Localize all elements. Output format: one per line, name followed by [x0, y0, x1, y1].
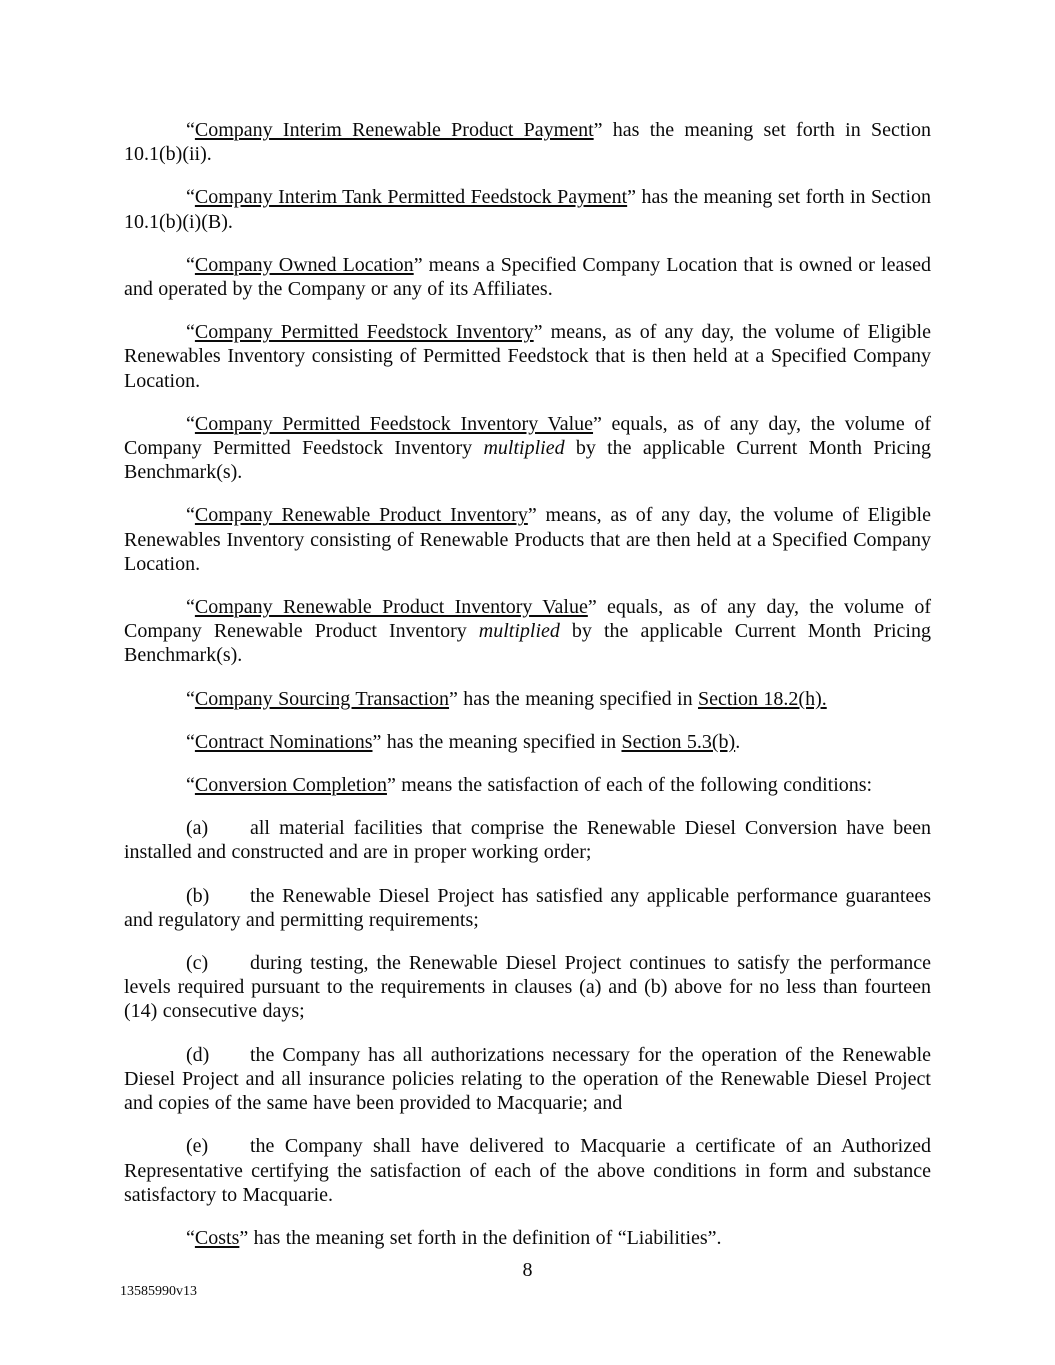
list-label: (c) [186, 952, 209, 975]
underlined-text: Company Renewable Product Inventory [194, 504, 528, 527]
text-run: . [735, 730, 741, 753]
italic-text: multiplied [483, 437, 565, 460]
definition-costs [124, 1226, 931, 1250]
underlined-text: Contract Nominations [194, 730, 373, 753]
list-label: (a) [186, 817, 209, 840]
text-run: during testing, the Renewable Diesel Project continues to satisfy the performance levels required pursuant to the requirements in clauses (a) and (b) above for no less than fourteen (14) consecutive days; [124, 952, 931, 1023]
text-run: “ [186, 687, 195, 710]
text-run: ” means, as of any day, the volume of Eligible Renewables Inventory consisting of Permitted Feedstock that is then held at a Specified Company Location. [124, 321, 931, 392]
underlined-text: Company Permitted Feedstock Inventory Value [194, 412, 594, 435]
definition-company-permitted-feedstock-inventory-value [124, 412, 931, 485]
underlined-text: Costs [194, 1226, 240, 1249]
footer-document-id: 13585990v13 [120, 1284, 197, 1299]
condition-a [124, 816, 931, 864]
text-run: “ [186, 186, 195, 209]
list-label: (e) [186, 1135, 209, 1158]
text-run: by the applicable Current Month Pricing Benchmark(s). [124, 620, 931, 667]
condition-c [124, 951, 931, 1024]
definition-company-renewable-product-inventory [124, 503, 931, 576]
text-run: ” has the meaning specified in [372, 730, 622, 753]
text-run: ” equals, as of any day, the volume of Company Permitted Feedstock Inventory [124, 412, 931, 460]
underlined-text: Company Permitted Feedstock Inventory [194, 321, 534, 344]
underlined-text: Section 5.3(b) [621, 730, 736, 753]
text-run: “ [186, 321, 195, 344]
text-run: ” has the meaning set forth in Section 10.1(b)(i)(B). [124, 186, 932, 233]
underlined-text: Company Interim Tank Permitted Feedstock Payment [194, 186, 628, 209]
text-run: ” has the meaning specified in [449, 687, 699, 710]
text-run: “ [186, 504, 195, 527]
condition-e [124, 1134, 931, 1207]
text-run: “ [186, 1226, 195, 1249]
text-run: “ [186, 596, 195, 619]
text-run: ” means a Specified Company Location that is owned or leased and operated by the Company or any of its Affiliates. [124, 253, 932, 301]
definition-contract-nominations [124, 730, 931, 754]
definition-company-owned-location [124, 253, 931, 301]
underlined-text: Section 18.2(h). [698, 687, 827, 710]
text-run: the Renewable Diesel Project has satisfied any applicable performance guarantees and regulatory and permitting requirements; [124, 884, 931, 931]
underlined-text: Company Sourcing Transaction [194, 687, 450, 710]
definition-company-renewable-product-inventory-value [124, 595, 931, 668]
text-run: “ [186, 412, 195, 435]
list-label: (b) [186, 884, 210, 907]
page-number: 8 [522, 1259, 533, 1281]
list-label: (d) [186, 1043, 210, 1066]
definition-company-sourcing-transaction [124, 687, 931, 711]
text-run: the Company has all authorizations necessary for the operation of the Renewable Diesel Project and all insurance policies relating to the operation of the Renewable Diesel Project and copies of the same have been provided to Macquarie; and [124, 1043, 931, 1115]
condition-d [124, 1043, 931, 1116]
definition-company-permitted-feedstock-inventory [124, 320, 931, 393]
text-run: “ [186, 119, 195, 141]
underlined-text: Company Renewable Product Inventory Value [194, 596, 588, 619]
text-run: “ [186, 774, 195, 797]
text-run: the Company shall have delivered to Macquarie a certificate of an Authorized Representative certifying the satisfaction of each of the above conditions in form and substance satisfactory to Macquarie. [124, 1135, 931, 1206]
condition-b [124, 884, 931, 932]
underlined-text: Company Owned Location [194, 253, 414, 276]
definition-company-interim-tank-permitted-feedstock-payment [124, 185, 931, 233]
text-run: “ [186, 253, 195, 276]
text-run: by the applicable Current Month Pricing Benchmark(s). [124, 437, 931, 484]
text-run: ” equals, as of any day, the volume of Company Renewable Product Inventory [124, 596, 931, 643]
text-run: all material facilities that comprise the Renewable Diesel Conversion have been installed and constructed and are in proper working order; [124, 817, 931, 864]
definition-company-interim-renewable-product-payment [124, 118, 931, 166]
text-run: ” means the satisfaction of each of the following conditions: [386, 774, 873, 797]
underlined-text: Company Interim Renewable Product Payment [194, 119, 594, 141]
text-run: ” has the meaning set forth in the definition of “Liabilities”. [239, 1226, 722, 1249]
text-run: “ [186, 730, 195, 753]
definition-conversion-completion [124, 773, 931, 797]
document-body [124, 118, 931, 1269]
underlined-text: Conversion Completion [194, 774, 387, 797]
italic-text: multiplied [478, 620, 560, 643]
text-run: ” means, as of any day, the volume of Eligible Renewables Inventory consisting of Renewable Products that are then held at a Specified Company Location. [124, 504, 931, 575]
text-run: ” has the meaning set forth in Section 10.1(b)(ii). [124, 119, 932, 166]
